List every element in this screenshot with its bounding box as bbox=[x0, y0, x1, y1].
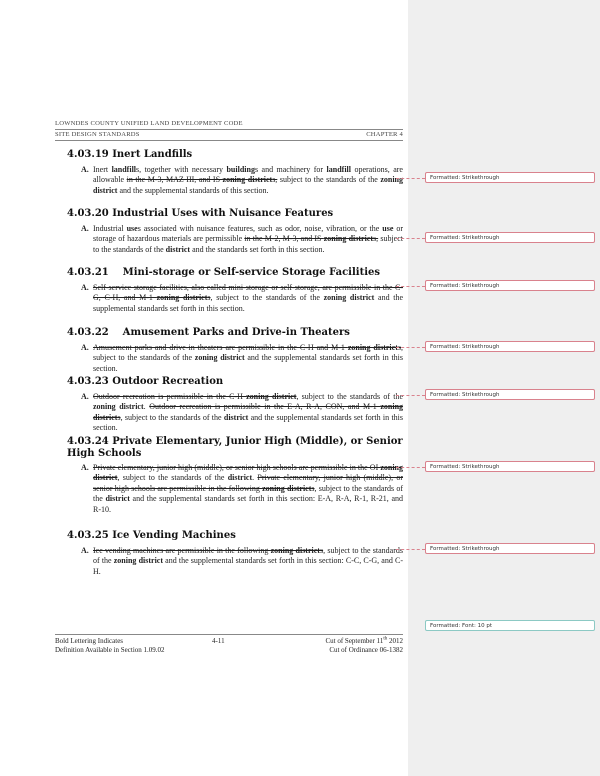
deleted-text: Outdoor recreation is permissible in the E-A, R-A, CON, and M-1 zoning districts bbox=[93, 402, 404, 422]
markup-pane bbox=[408, 0, 600, 776]
section-heading: 4.03.25 Ice Vending Machines bbox=[67, 530, 236, 541]
item-label: A. bbox=[81, 224, 89, 233]
footer-rule bbox=[55, 634, 403, 635]
item-label: A. bbox=[81, 546, 89, 555]
chapter-label: CHAPTER 4 bbox=[366, 131, 403, 138]
section-heading: 4.03.23 Outdoor Recreation bbox=[67, 376, 224, 387]
comment-connector bbox=[396, 395, 425, 396]
ordinance-number: Cut of Ordinance 06-1382 bbox=[329, 646, 403, 654]
item-text[interactable]: Amusement parks and drive-in theaters are permissible in the C-H and M-1 zoning districts, subject to the standards of the zoning district and the supplemental standards set forth in this section. bbox=[93, 343, 404, 373]
item-text[interactable]: Self-service storage facilities, also called mini-storage or self-storage, are permissible in the C-G, C-H, and M-1 zoning districts, subject to the standards of the zoning district and the supplemental standards set forth in this section. bbox=[93, 283, 404, 313]
item-text[interactable]: Private elementary, junior high (middle), or senior high schools are permissible in the OI zoning district, subject to the standards of the district. Private elementary, junior high (middle), or senior high schools are permissible in the following zoning districts, subject to the standards of the district and the supplemental standards set forth in this section: E-A, R-A, R-1, R-21, and R-10. bbox=[93, 463, 404, 514]
deleted-text: Ice vending machines are permissible in the following zoning districts bbox=[93, 546, 324, 555]
comment-connector bbox=[396, 178, 425, 179]
comment-connector bbox=[396, 549, 425, 550]
footer-right bbox=[300, 637, 403, 655]
item-text[interactable]: Ice vending machines are permissible in the following zoning districts, subject to the standards of the zoning district and the supplemental standards set forth in this section: C-C, C-G, and C-H. bbox=[93, 546, 404, 576]
deleted-text: Private elementary, junior high (middle), or senior high schools are permissible in the OI zoning district bbox=[93, 463, 403, 483]
section-heading: 4.03.19 Inert Landfills bbox=[67, 149, 193, 160]
cut-date: Cut of September 11th 2012 bbox=[325, 636, 403, 645]
section-title: SITE DESIGN STANDARDS bbox=[55, 131, 140, 138]
deleted-text: Outdoor recreation is permissible in the C-H zoning district bbox=[93, 392, 297, 401]
section-item bbox=[81, 224, 403, 255]
section-item bbox=[81, 463, 403, 515]
comment-connector bbox=[396, 286, 425, 287]
comment-connector bbox=[396, 347, 425, 348]
item-label: A. bbox=[81, 392, 89, 401]
item-text[interactable]: Outdoor recreation is permissible in the C-H zoning district, subject to the standards of the zoning district. Outdoor recreation is permissible in the E-A, R-A, CON, and M-1 zoning districts, subject to the standards of the district and the supplemental standards set forth in this section. bbox=[93, 392, 404, 433]
section-item bbox=[81, 546, 403, 577]
page-number: 4-11 bbox=[212, 637, 225, 645]
definition-notice: Definition Available in Section 1.09.02 bbox=[55, 646, 165, 654]
deleted-text: in the M-2, M-3, and IS zoning districts, bbox=[244, 234, 379, 244]
section-heading: 4.03.24 Private Elementary, Junior High (Middle), or Senior High Schools bbox=[67, 436, 403, 459]
comment-balloon[interactable]: Formatted: Strikethrough bbox=[425, 232, 595, 243]
comment-balloon[interactable]: Formatted: Strikethrough bbox=[425, 461, 595, 472]
section-item bbox=[81, 392, 403, 434]
section-heading: 4.03.20 Industrial Uses with Nuisance Features bbox=[67, 208, 334, 219]
item-text[interactable]: Industrial uses associated with nuisance features, such as odor, noise, vibration, or the use or storage of hazardous materials are permissible in the M-2, M-3, and IS zoning districts, subject to the standards of the district and the standards set forth in this section. bbox=[93, 224, 403, 254]
deleted-text: in the M-3, MAZ III, and IS zoning districts, bbox=[126, 175, 278, 185]
comment-balloon[interactable]: Formatted: Strikethrough bbox=[425, 389, 595, 400]
bold-notice: Bold Lettering Indicates bbox=[55, 637, 124, 645]
item-label: A. bbox=[81, 165, 89, 174]
deleted-text: Amusement parks and drive-in theaters are permissible in the C-H and M-1 zoning districts bbox=[93, 343, 401, 352]
comment-connector bbox=[396, 238, 425, 239]
item-label: A. bbox=[81, 283, 89, 292]
item-label: A. bbox=[81, 343, 89, 352]
item-text[interactable]: Inert landfills, together with necessary buildings and machinery for landfill operations, are allowable in the M-3, MAZ III, and IS zoning districts, subject to the standards of the zoning district and the supplemental standards of this section. bbox=[93, 165, 403, 195]
comment-balloon[interactable]: Formatted: Strikethrough bbox=[425, 172, 595, 183]
comment-balloon[interactable]: Formatted: Strikethrough bbox=[425, 280, 595, 291]
deleted-text: Private elementary, junior high (middle), or senior high schools are permissible in the following zoning districts bbox=[93, 473, 404, 493]
comment-connector bbox=[396, 467, 425, 468]
section-item bbox=[81, 165, 403, 196]
comment-balloon[interactable]: Formatted: Strikethrough bbox=[425, 543, 595, 554]
header-line bbox=[55, 131, 403, 138]
code-title: LOWNDES COUNTY UNIFIED LAND DEVELOPMENT CODE bbox=[55, 120, 243, 127]
deleted-text: Self-service storage facilities, also called mini-storage or self-storage, are permissible in the C-G, C-H, and M-1 zoning districts bbox=[93, 283, 403, 303]
item-label: A. bbox=[81, 463, 89, 472]
section-heading: 4.03.21 Mini-storage or Self-service Storage Facilities bbox=[67, 267, 380, 278]
section-item bbox=[81, 343, 403, 374]
header-rule bbox=[55, 140, 403, 141]
comment-balloon-font[interactable]: Formatted: Font: 10 pt bbox=[425, 620, 595, 631]
section-heading: 4.03.22 Amusement Parks and Drive-in Theaters bbox=[67, 327, 350, 338]
comment-balloon[interactable]: Formatted: Strikethrough bbox=[425, 341, 595, 352]
footer-left bbox=[55, 637, 165, 655]
section-item bbox=[81, 283, 403, 314]
header-rule bbox=[55, 129, 403, 130]
